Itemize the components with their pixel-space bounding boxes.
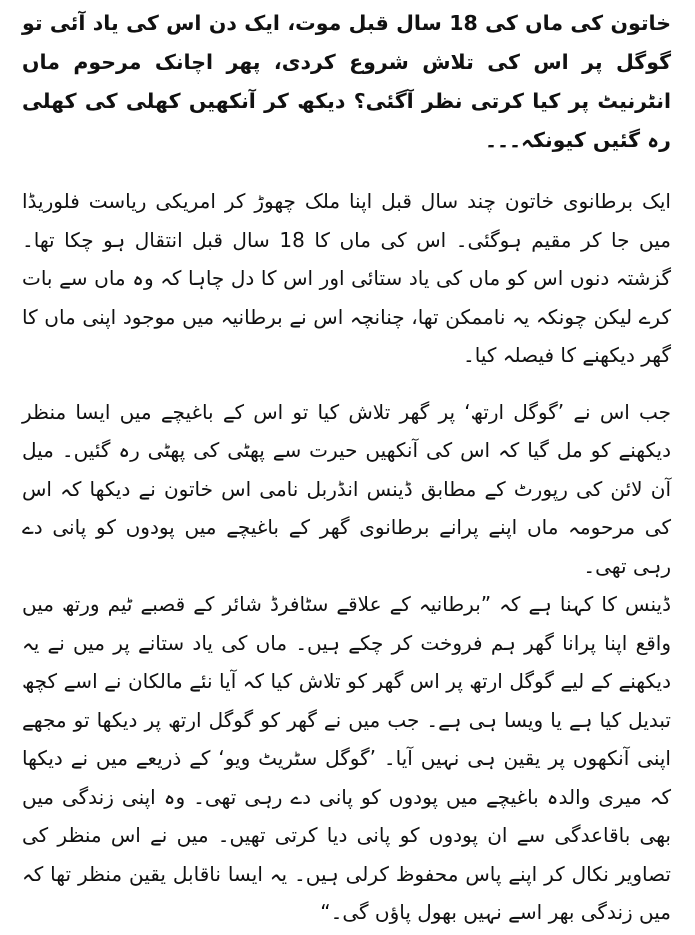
article-paragraph-2: جب اس نے ’گوگل ارتھ‘ پر گھر تلاش کیا تو اس کے باغیچے میں ایسا منظر دیکھنے کو مل گیا کہ اس کی آنکھیں حیرت سے پھٹی کی پھٹی رہ گئیں۔ میل آن لائن کی رپورٹ کے مطابق ڈینس انڈربل نامی اس خاتون نے دیکھا کہ اس کی مرحومہ ماں اپنے پرانے برطانوی گھر کے باغیچے میں پودوں کو پانی دے رہی تھی۔: [22, 399, 671, 578]
article-paragraph-1: ایک برطانوی خاتون چند سال قبل اپنا ملک چھوڑ کر امریکی ریاست فلوریڈا میں جا کر مقیم ہوگئی۔ اس کی ماں کا 18 سال قبل انتقال ہو چکا تھا۔ گزشتہ دنوں اس کو ماں کی یاد ستائی اور اس کا دل چاہا کہ وہ ماں سے بات کرے لیکن چونکہ یہ ناممکن تھا، چنانچہ اس نے برطانیہ میں موجود اپنی ماں کا گھر دیکھنے کا فیصلہ کیا۔: [22, 189, 671, 367]
article-headline: خاتون کی ماں کی 18 سال قبل موت، ایک دن اس کی یاد آئی تو گوگل پر اس کی تلاش شروع کردی، پھر اچانک مرحوم ماں انٹرنیٹ پر کیا کرتی نظر آگئی؟ دیکھ کر آنکھیں کھلی کی کھلی رہ گئیں کیونکہ۔۔۔: [22, 11, 671, 152]
article-paragraph-3: ڈینس کا کہنا ہے کہ ”برطانیہ کے علاقے سٹافرڈ شائر کے قصبے ٹیم ورتھ میں واقع اپنا پرانا گھر ہم فروخت کر چکے ہیں۔ ماں کی یاد ستانے پر میں نے یہ دیکھنے کے لیے گوگل ارتھ پر اس گھر کو تلاش کیا کہ آیا نئے مالکان نے اسے کچھ تبدیل کیا ہے یا ویسا ہی ہے۔ جب میں نے گھر کو گوگل ارتھ پر دیکھا تو مجھے اپنی آنکھوں پر یقین ہی نہیں آیا۔ ’گوگل سٹریٹ ویو‘ کے ذریعے میں نے دیکھا کہ میری والدہ باغیچے میں پودوں کو پانی دے رہی تھی۔ وہ اپنی زندگی میں بھی باقاعدگی سے ان پودوں کو پانی دیا کرتی تھیں۔ میں نے اس منظر کی تصاویر نکال کر اپنے پاس محفوظ کرلی ہیں۔ یہ ایسا ناقابل یقین منظر تھا کہ میں زندگی بھر اسے نہیں بھول پاؤں گی۔“: [22, 592, 671, 924]
